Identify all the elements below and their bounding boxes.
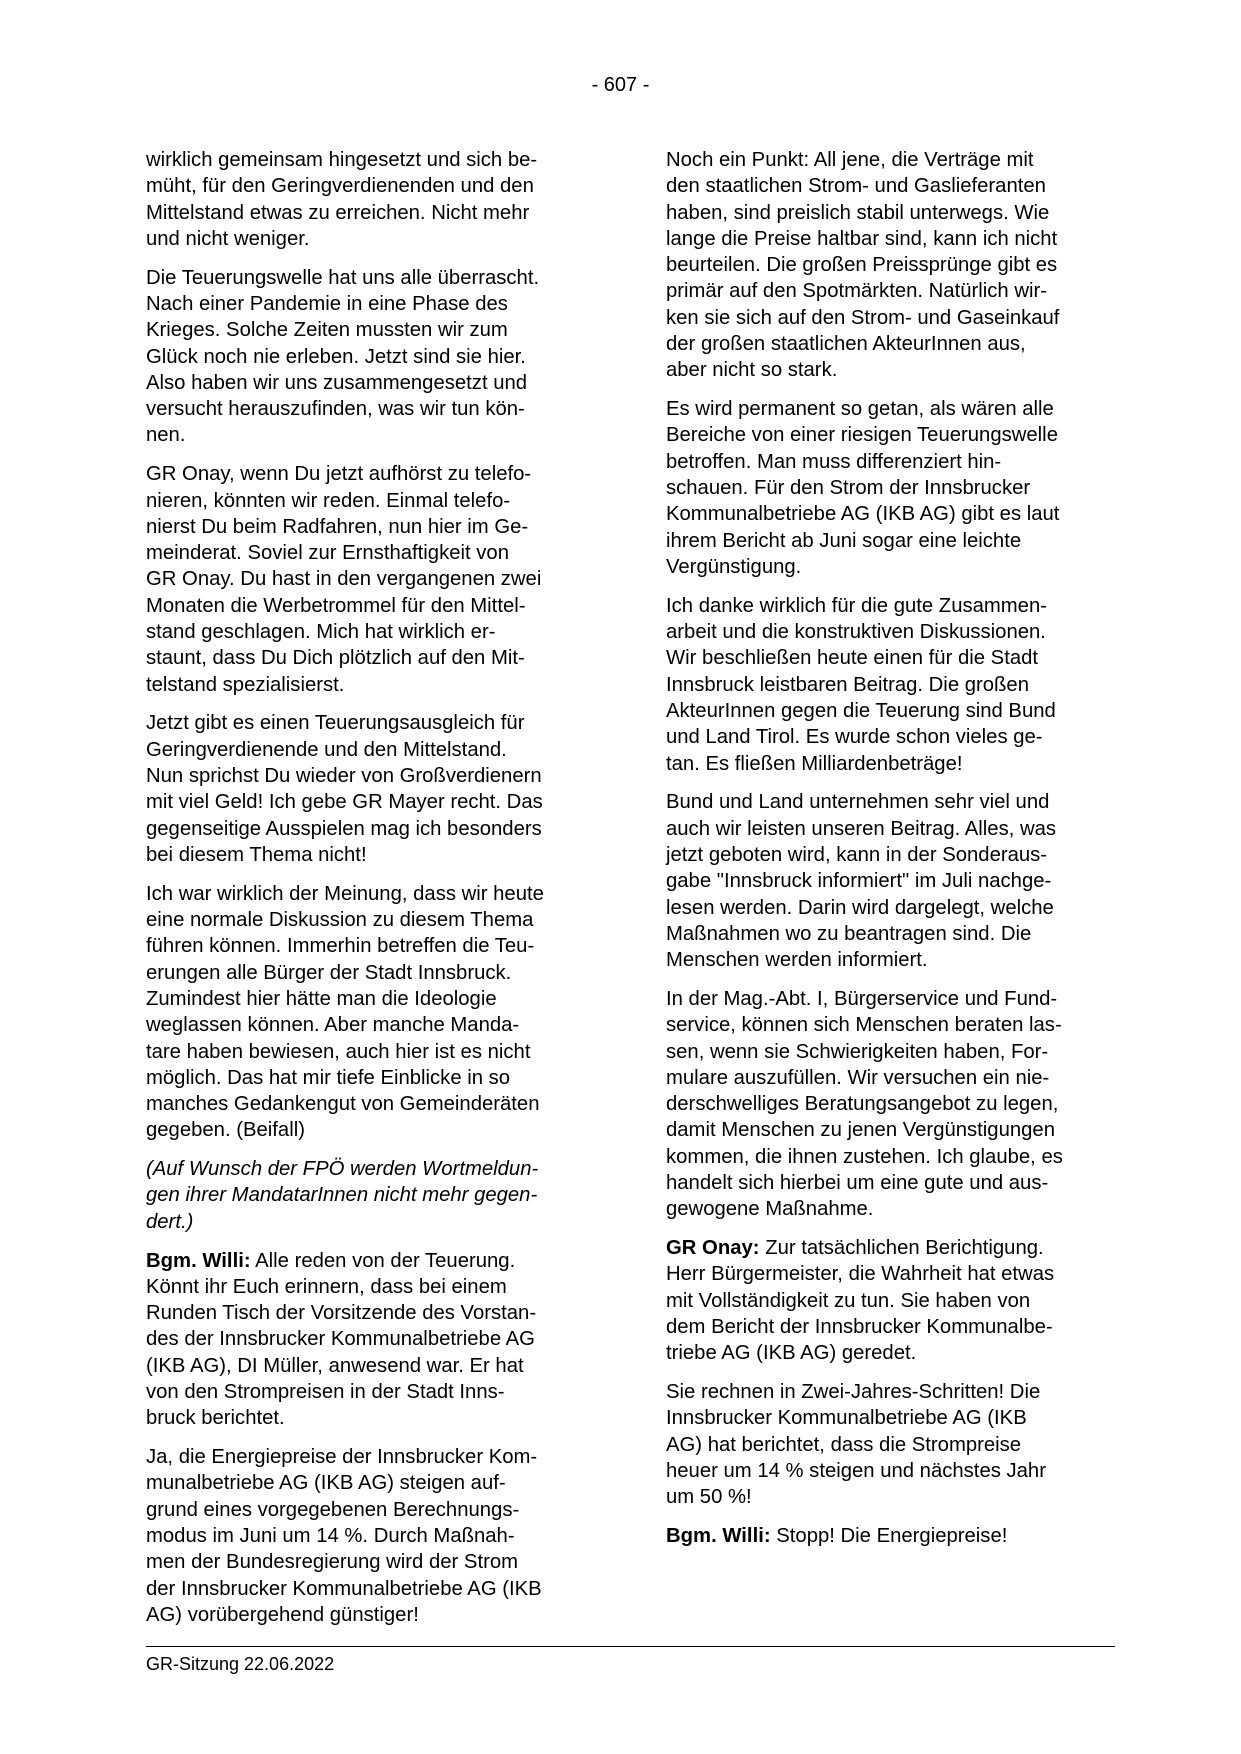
speech-bgm-willi: Bgm. Willi: Alle reden von der Teuerung. Könnt ihr Euch erinnern, dass bei einem Runden Tisch der Vorsitzende des Vorstan- des der Innsbrucker Kommunalbetriebe AG (IKB AG), DI Müller, anwesend war. Er hat von den Strompreisen in der Stadt Inns- bruck berichtet. <box>146 1249 537 1430</box>
paragraph: Sie rechnen in Zwei-Jahres-Schritten! Die Innsbrucker Kommunalbetriebe AG (IKB AG) hat berichtet, dass die Strompreise heuer um 14 % steigen und nächstes Jahr um 50 %! <box>666 1381 1046 1509</box>
paragraph: Jetzt gibt es einen Teuerungsausgleich für Geringverdienende und den Mittelstand. Nun sprichst Du wieder von Großverdienern mit viel Geld! Ich gebe GR Mayer recht. Das gegenseitige Ausspielen mag ich besonders bei diesem Thema nicht! <box>146 712 543 866</box>
paragraph: GR Onay, wenn Du jetzt aufhörst zu telefo- nieren, könnten wir reden. Einmal telefo- nierst Du beim Radfahren, nun hier im Ge- meinderat. Soviel zur Ernsthaftigkeit von GR Onay. Du hast in den vergangenen zwei Monaten die Werbetrommel für den Mittel- stand geschlagen. Mich hat wirklich er- staunt, dass Du Dich plötzlich auf den Mit- telstand spezialisierst. <box>146 463 542 696</box>
paragraph: Bund und Land unternehmen sehr viel und auch wir leisten unseren Beitrag. Alles, was jetzt geboten wird, kann in der Sonderaus- gabe "Innsbruck informiert" im Juli nachge- lesen werden. Darin wird dargelegt, welche Maßnahmen wo zu beantragen sind. Die Menschen werden informiert. <box>666 791 1057 972</box>
footer-session-date: GR-Sitzung 22.06.2022 <box>146 1654 335 1674</box>
speech-bgm-willi: Bgm. Willi: Stopp! Die Energiepreise! <box>666 1525 1008 1548</box>
paragraph: wirklich gemeinsam hingesetzt und sich be- müht, für den Geringverdienenden und den Mittelstand etwas zu erreichen. Nicht mehr und nicht weniger. <box>146 149 538 250</box>
paragraph: Noch ein Punkt: All jene, die Verträge mit den staatlichen Strom- und Gaslieferanten haben, sind preislich stabil unterwegs. Wie lange die Preise haltbar sind, kann ich nicht beurteilen. Die großen Preissprünge gibt es primär auf den Spotmärkten. Natürlich wir- ken sie sich auf den Strom- und Gaseinkauf der großen staatlichen AkteurInnen aus, aber nicht so stark. <box>666 149 1060 382</box>
speaker-label: Bgm. Willi: <box>666 1525 771 1548</box>
paragraph: Die Teuerungswelle hat uns alle überrascht. Nach einer Pandemie in eine Phase des Krieges. Solche Zeiten mussten wir zum Glück noch nie erleben. Jetzt sind sie hier. Also haben wir uns zusammengesetzt und versucht herauszufinden, was wir tun kön- nen. <box>146 266 540 447</box>
speaker-label: Bgm. Willi: <box>146 1249 251 1272</box>
editorial-note: (Auf Wunsch der FPÖ werden Wortmeldun- gen ihrer MandatarInnen nicht mehr gegen- dert.) <box>146 1158 539 1233</box>
paragraph: Es wird permanent so getan, als wären alle Bereiche von einer riesigen Teuerungswelle betroffen. Man muss differenziert hin- schauen. Für den Strom der Innsbrucker Kommunalbetriebe AG (IKB AG) gibt es laut ihrem Bericht ab Juni sogar eine leichte Vergünstigung. <box>666 398 1060 578</box>
paragraph: Ich danke wirklich für die gute Zusammen- arbeit und die konstruktiven Diskussionen. Wir beschließen heute einen für die Stadt Innsbruck leistbaren Beitrag. Die großen AkteurInnen gegen die Teuerung sind Bund und Land Tirol. Es wurde schon vieles ge- tan. Es fließen Milliardenbeträge! <box>666 594 1056 775</box>
right-column <box>666 147 1111 1562</box>
paragraph: Ja, die Energiepreise der Innsbrucker Kom- munalbetriebe AG (IKB AG) steigen auf- grund eines vorgegebenen Berechnungs- modus im Juni um 14 %. Durch Maßnah- men der Bundesregierung wird der Strom der Innsbrucker Kommunalbetriebe AG (IKB AG) vorübergehend günstiger! <box>146 1446 542 1626</box>
paragraph: Ich war wirklich der Meinung, dass wir heute eine normale Diskussion zu diesem Thema führen können. Immerhin betreffen die Teu- erungen alle Bürger der Stadt Innsbruck. Zumindest hier hätte man die Ideologie weglassen können. Aber manche Manda- tare haben bewiesen, auch hier ist es nicht möglich. Das hat mir tiefe Einblicke in so manches Gedankengut von Gemeinderäten gegeben. (Beifall) <box>146 882 544 1142</box>
speech-gr-onay: GR Onay: Zur tatsächlichen Berichtigung. Herr Bürgermeister, die Wahrheit hat etwas mit Vollständigkeit zu tun. Sie haben von dem Bericht der Innsbrucker Kommunalbe- triebe AG (IKB AG) geredet. <box>666 1237 1055 1365</box>
footer-divider <box>146 1646 1115 1647</box>
page-number: - 607 - <box>591 74 650 96</box>
speaker-label: GR Onay: <box>666 1237 760 1260</box>
paragraph: In der Mag.-Abt. I, Bürgerservice und Fund- service, können sich Menschen beraten las- sen, wenn sie Schwierigkeiten haben, For- mulare auszufüllen. Wir versuchen ein nie- derschwelliges Beratungsangebot zu legen, damit Menschen zu jenen Vergünstigungen kommen, die ihnen zustehen. Ich glaube, es handelt sich hierbei um eine gute und aus- gewogene Maßnahme. <box>666 987 1063 1221</box>
left-column <box>146 147 591 1641</box>
